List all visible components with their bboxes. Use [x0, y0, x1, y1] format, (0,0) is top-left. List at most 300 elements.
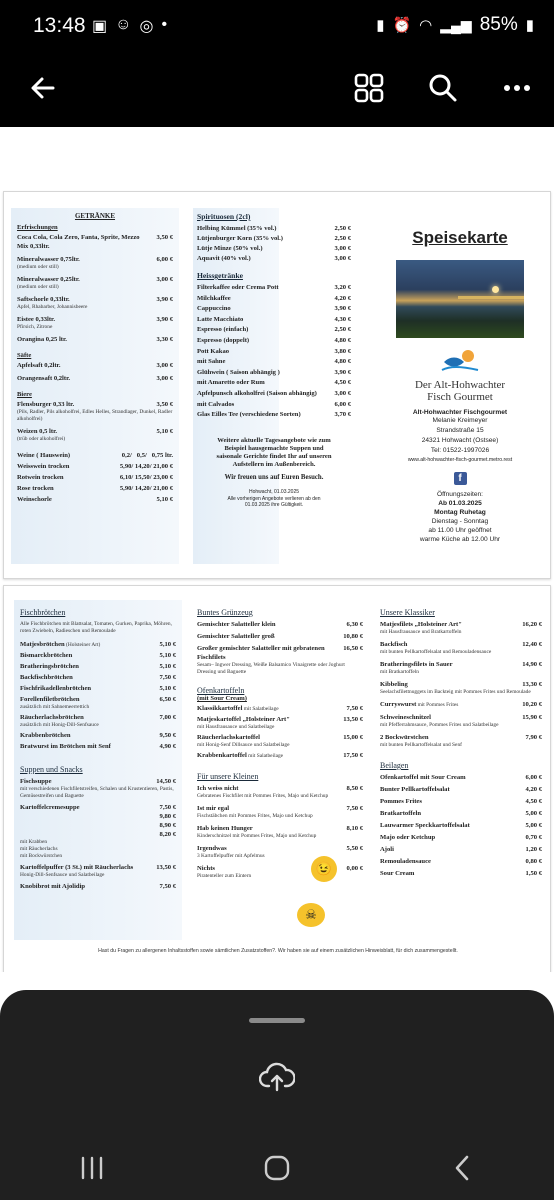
- menu-item-name: Räucherlachsbrötchen: [20, 714, 84, 721]
- menu-item-price: 7,50 €: [159, 883, 176, 890]
- menu-item-row: [20, 742, 176, 751]
- menu-page-2: [3, 585, 551, 973]
- menu-item-row: [17, 400, 173, 409]
- drinks-column: [11, 208, 179, 564]
- menu-item-price: 3,50 €: [156, 234, 173, 241]
- menu-item-row: [197, 632, 363, 641]
- menu-item: [197, 244, 351, 253]
- menu-item-name-wrap: [197, 620, 276, 629]
- menu-item-price: 16,20 €: [522, 621, 542, 628]
- menu-item-row: [380, 821, 542, 830]
- menu-item: [20, 863, 176, 879]
- menu-item: [197, 304, 351, 313]
- menu-item-row: [197, 325, 351, 334]
- menu-item-name-wrap: [197, 357, 225, 366]
- menu-item-name-wrap: [20, 673, 73, 682]
- menu-title: Speisekarte: [412, 228, 508, 247]
- menu-item-name-wrap: [197, 304, 231, 313]
- menu-item-row: [380, 833, 542, 842]
- menu-item: [197, 715, 363, 731]
- menu-item-description: Seelachsfilettnuggets im Backteig mit Pommes Frites und Remoulade: [380, 689, 531, 695]
- menu-item-row: [20, 684, 176, 693]
- date-text: Hohwacht, 01.03.2025: [248, 489, 300, 496]
- menu-item-price: 6,00 €: [156, 256, 173, 263]
- menu-item-name-wrap: [380, 700, 458, 709]
- menu-item-price: 3,00 €: [156, 375, 173, 382]
- drinks-section-title: Säfte: [17, 352, 32, 359]
- menu-item-name: Helbing Kümmel (35% vol.): [197, 225, 277, 232]
- menu-item-description: Pfirsich, Zitrone: [17, 324, 53, 330]
- menu-item: [197, 378, 351, 387]
- menu-item-row: [197, 244, 351, 253]
- drinks-section-items: [17, 361, 173, 383]
- menu-item-price: 3,70 €: [334, 411, 351, 419]
- menu-item-row: [197, 254, 351, 263]
- brand-line-2: Fisch Gourmet: [427, 391, 493, 403]
- menu-item: [17, 495, 173, 504]
- menu-item-description: Apfel, Rhabarber, Johannisbeere: [17, 304, 88, 310]
- menu-item-price: 13,50 €: [156, 864, 176, 871]
- menu-item: [380, 680, 542, 696]
- menu-item: [17, 484, 173, 493]
- menu-item-name: Lauwarmer Speckkartoffelsalat: [380, 822, 470, 829]
- hot-drinks-list: [197, 283, 351, 419]
- menu-item: [197, 336, 351, 345]
- menu-item-name-wrap: [380, 869, 414, 878]
- document-viewer[interactable]: [0, 127, 554, 972]
- city-address: 24321 Hohwacht (Ostsee): [421, 437, 499, 444]
- menu-item-name-wrap: [197, 389, 317, 398]
- menu-item-price: 15,90 €: [522, 714, 542, 721]
- menu-item-price: 5,10 €: [159, 641, 176, 648]
- menu-item-name: Matjesfilets „Holsteiner Art": [380, 621, 462, 628]
- menu-item: [197, 368, 351, 377]
- hours-title: Öffnungszeiten:: [436, 491, 484, 498]
- menu-item-name-wrap: [197, 254, 251, 263]
- menu-item-name: Mineralwasser 0,75ltr.: [17, 256, 80, 263]
- menu-item: [197, 294, 351, 303]
- menu-item-price: 2,50 €: [334, 235, 351, 242]
- menu-item: [197, 620, 363, 629]
- menu-item-name-wrap: [197, 234, 283, 243]
- menu-item: [17, 400, 173, 423]
- menu-item-name-wrap: [197, 410, 301, 419]
- wifi-icon: ◠: [419, 17, 433, 34]
- menu-item-price: 4,90 €: [159, 743, 176, 750]
- menu-item: [20, 651, 176, 660]
- menu-item-price: 3,00 €: [156, 276, 173, 283]
- menu-item: [20, 803, 176, 860]
- menu-item-description: Honig-Dill-Senfsauce und Salatbeilage: [20, 872, 105, 878]
- menu-item-name: Remouladensauce: [380, 858, 431, 865]
- menu-item-name: Bismarckbrötchen: [20, 652, 73, 659]
- sides-list: [380, 773, 542, 878]
- fish-sandwich-title: Fischbrötchen: [20, 608, 66, 617]
- soups-list: [20, 777, 176, 891]
- menu-item-name-wrap: [17, 462, 69, 471]
- menu-item-name: Orangina 0,25 ltr.: [17, 336, 67, 343]
- menu-item-row: [197, 864, 363, 873]
- phone-number: Tel: 01522-1997026: [430, 447, 490, 454]
- menu-item-name-wrap: [17, 451, 70, 460]
- menu-item-price: 9,50 €: [159, 732, 176, 739]
- menu-item: [197, 632, 363, 641]
- menu-item-name-wrap: [380, 620, 462, 629]
- menu-item-price: 0,70 €: [525, 834, 542, 841]
- menu-item-description: (medium oder still): [17, 284, 59, 290]
- menu-item-name: Ajoli: [380, 846, 394, 853]
- kids-title: Für unsere Kleinen: [197, 772, 259, 781]
- menu-item-name: Weisswein trocken: [17, 463, 70, 470]
- menu-item-price: 6,00 €: [525, 774, 542, 781]
- menu-item-description: zusätzlich mit Sahnemeerrettich: [20, 704, 90, 710]
- menu-item: [17, 233, 173, 251]
- menu-item-row: [20, 673, 176, 682]
- menu-item-row: [197, 378, 351, 387]
- menu-item-name: Kibbeling: [380, 681, 408, 688]
- menu-item: [380, 857, 542, 866]
- menu-item-price: 12,40 €: [522, 641, 542, 648]
- spirits-title: Spirituosen (2cl): [197, 212, 251, 221]
- menu-item-row: [197, 368, 351, 377]
- menu-item: [197, 325, 351, 334]
- menu-item-row: [197, 824, 363, 833]
- menu-item: [20, 731, 176, 740]
- menu-item-price: 4,30 €: [334, 315, 351, 323]
- bottom-area: [0, 972, 554, 1200]
- menu-item-name: Krabbenkartoffel: [197, 752, 247, 759]
- menu-item-name: Orangensaft 0,2ltr.: [17, 375, 71, 382]
- home-icon[interactable]: [257, 1155, 297, 1186]
- menu-item-row: [20, 863, 176, 872]
- menu-item-description: mit Bratkartoffeln: [380, 669, 419, 675]
- menu-item: [197, 644, 363, 676]
- menu-item-row: [17, 427, 173, 436]
- menu-item-row: [17, 495, 173, 504]
- image-icon: ▣: [92, 18, 108, 35]
- back-nav-icon[interactable]: [442, 1155, 482, 1186]
- menu-item-name-wrap: [380, 640, 407, 649]
- menu-item-name-wrap: [20, 651, 72, 660]
- menu-item-description: mit Hausfrausauce und Bratkartoffeln: [380, 629, 462, 635]
- menu-item-row: [380, 845, 542, 854]
- menu-item-row: [20, 640, 176, 649]
- menu-item: [17, 255, 173, 271]
- menu-item-name: Ich weiss nicht: [197, 785, 239, 792]
- menu-item-description: mit Krabben mit Räucherlachs mit Bockwürstchen: [20, 839, 63, 859]
- menu-item-row: [17, 335, 173, 344]
- menu-item-name-wrap: [17, 473, 64, 482]
- menu-item: [20, 777, 176, 800]
- menu-item: [17, 361, 173, 370]
- more-icon[interactable]: [497, 68, 537, 108]
- menu-item-price: 4,50 €: [334, 379, 351, 387]
- menu-item-row: [380, 857, 542, 866]
- fish-logo-icon: [375, 348, 545, 379]
- menu-item: [197, 234, 351, 243]
- menu-item: [197, 389, 351, 398]
- menu-item-name: Klassikkartoffel: [197, 705, 243, 712]
- menu-item-row: [380, 869, 542, 878]
- menu-item-price: 5,00 €: [525, 810, 542, 817]
- menu-item-row: [17, 315, 173, 324]
- drinks-section-items: [17, 400, 173, 443]
- menu-item: [17, 315, 173, 331]
- menu-item-name: Pommes Frites: [380, 798, 422, 805]
- menu-item: [197, 804, 363, 820]
- menu-item-name-wrap: [197, 733, 260, 742]
- menu-item-name-wrap: [380, 680, 408, 689]
- allergen-footer: Hast du Fragen zu allergenen Inhaltsstoffen sowie sämtlichen Zusatzstoffen?. Wir haben sie auf einem zusätzlichen Hinweisblatt, für dich zusammengestellt.: [98, 948, 458, 954]
- menu-item-price: 7,50 €: [159, 674, 176, 681]
- menu-item-row: [197, 704, 363, 713]
- menu-item: [17, 295, 173, 311]
- menu-item: [380, 700, 542, 709]
- menu-item-name-wrap: [380, 857, 431, 866]
- classics-column: [378, 600, 544, 940]
- spirits-column: [193, 208, 355, 564]
- menu-item-name: Glühwein ( Saison abhängig ): [197, 368, 280, 376]
- menu-item-name-wrap: [17, 427, 57, 436]
- menu-item-price: 4,50 €: [525, 798, 542, 805]
- menu-item-name: Majo oder Ketchup: [380, 834, 436, 841]
- menu-item-price: 7,00 €: [159, 714, 176, 721]
- menu-item-name: Gemischter Salatteller klein: [197, 621, 276, 628]
- menu-item-name: mit Calvados: [197, 400, 235, 408]
- menu-item-row: [197, 389, 351, 398]
- menu-item-name-wrap: [20, 662, 79, 671]
- wine-list: [17, 451, 173, 504]
- menu-item-description: mit bunten Pellkartoffelsalat und Remouladensauce: [380, 649, 492, 655]
- potatoes-list: [197, 704, 363, 760]
- menu-item-row: [197, 715, 363, 724]
- upload-cloud-icon[interactable]: [259, 1062, 295, 1097]
- menu-page-1: [3, 191, 551, 579]
- menu-item-name: Espresso (doppelt): [197, 336, 250, 344]
- menu-item-row: [380, 733, 542, 742]
- menu-item-row: [20, 731, 176, 740]
- menu-item-row: [380, 640, 542, 649]
- menu-item-price: 3,80 €: [334, 347, 351, 355]
- menu-item-name: Rotwein trocken: [17, 474, 64, 481]
- menu-item-description: mit Honig-Senf Dillsauce und Salatbeilage: [197, 742, 290, 748]
- pirate-emoji-icon: ☠: [297, 903, 325, 927]
- menu-item-name: Bunter Pellkartoffelsalat: [380, 786, 450, 793]
- drinks-sections: [17, 224, 173, 443]
- menu-item-name: Espresso (einfach): [197, 326, 249, 334]
- menu-item-price: 8,10 €: [346, 825, 363, 832]
- menu-item-name-wrap: [197, 704, 279, 713]
- menu-item-name: Weinschorle: [17, 496, 52, 503]
- menu-item-row: [20, 662, 176, 671]
- menu-item-name: Flensburger 0,33 ltr.: [17, 401, 75, 408]
- potatoes-subtitle: (mit Sour Cream): [197, 695, 247, 702]
- menu-item-row: [197, 733, 363, 742]
- menu-item-price: 5,10 €: [159, 663, 176, 670]
- classics-list: [380, 620, 542, 749]
- menu-item: [197, 704, 363, 713]
- menu-item-extra: mit Salatbeilage: [242, 706, 279, 712]
- wink-emoji-icon: 😉: [311, 856, 337, 882]
- menu-item-name-wrap: [380, 733, 429, 742]
- menu-item-name-wrap: [20, 640, 100, 649]
- menu-item-price: 3,90 €: [156, 296, 173, 303]
- menu-item-name: Cappuccino: [197, 305, 231, 313]
- menu-item-description: mit verschiedenen Fischfiletstreifen, Schalen und Krustentieren, Pastis, Gemüsestreifen und Baguette: [20, 786, 174, 799]
- menu-item-price: 1,50 €: [525, 870, 542, 877]
- menu-item-row: [197, 283, 351, 292]
- menu-item-name: Fischfrikadellenbrötchen: [20, 685, 92, 692]
- salads-list: [197, 620, 363, 676]
- menu-item-name-wrap: [20, 713, 84, 722]
- grid-icon[interactable]: [349, 68, 389, 108]
- menu-item-name: Sour Cream: [380, 870, 415, 877]
- menu-item-name: Bratkartoffeln: [380, 810, 422, 817]
- menu-item-name-wrap: [197, 336, 249, 345]
- menu-item: [380, 869, 542, 878]
- system-nav-bar: [0, 1140, 554, 1200]
- app-icon: ◎: [139, 18, 154, 35]
- menu-item-price: 7,90 €: [525, 734, 542, 741]
- recents-icon[interactable]: [72, 1156, 112, 1185]
- menu-item-row: [17, 295, 173, 304]
- menu-item-extra: mit Pommes Frites: [416, 702, 459, 708]
- menu-item-price: 4,80 €: [334, 336, 351, 344]
- menu-item-price: 0,00 €: [346, 865, 363, 872]
- menu-item-name-wrap: [197, 804, 229, 813]
- menu-item-price: 3,50 €: [156, 401, 173, 408]
- menu-item-name-wrap: [197, 844, 227, 853]
- menu-item-row: [197, 294, 351, 303]
- battery-icon: ▮: [525, 17, 534, 34]
- menu-item-row: [197, 410, 351, 419]
- search-icon[interactable]: [423, 68, 463, 108]
- menu-item-name-wrap: [197, 864, 215, 873]
- menu-item-row: [197, 784, 363, 793]
- menu-item: [380, 640, 542, 656]
- menu-item-name-wrap: [197, 751, 283, 760]
- menu-item-name-wrap: [20, 731, 71, 740]
- menu-item-name: Saftschorle 0,33ltr.: [17, 296, 70, 303]
- menu-item-row: [197, 844, 363, 853]
- menu-item-name-wrap: [17, 275, 80, 284]
- menu-item: [380, 773, 542, 782]
- menu-item-description: Sesam– Ingwer Dressing, Weiße Balsamico Vinaigrette oder Joghurt Dressing und Baguette: [197, 662, 345, 675]
- menu-item-price: 17,50 €: [343, 752, 363, 759]
- menu-item-name: Mineralwasser 0,25ltr.: [17, 276, 80, 283]
- menu-item-price: 4,20 €: [334, 294, 351, 302]
- menu-item: [197, 784, 363, 800]
- menu-item-name: Matjeskartoffel „Holsteiner Art": [197, 716, 290, 723]
- menu-item-price: 5,90/ 14,20/ 21,00 €: [119, 485, 173, 492]
- kids-list: [197, 784, 363, 880]
- bottom-sheet[interactable]: [0, 990, 554, 1200]
- menu-item-name-wrap: [197, 784, 238, 793]
- menu-item-price: 8,50 €: [346, 785, 363, 792]
- menu-item-description: Gebratenes Fischfilet mit Pommes Frites, Majo und Ketchup: [197, 793, 329, 799]
- signal-icon: ▂▄▆: [440, 16, 472, 33]
- hours-from: Ab 01.03.2025: [438, 500, 482, 507]
- menu-item-name: Krabbenbrötchen: [20, 732, 71, 739]
- menu-item-row: [197, 644, 363, 662]
- menu-item-row: [17, 451, 173, 460]
- menu-item-name-wrap: [17, 335, 67, 344]
- menu-item-row: [380, 660, 542, 669]
- menu-item-row: [380, 700, 542, 709]
- menu-item-row: [380, 620, 542, 629]
- status-bar: [0, 0, 554, 52]
- back-arrow-icon[interactable]: [23, 68, 63, 108]
- menu-item-price: 5,10 €: [156, 496, 173, 503]
- menu-item-name: Gemischter Salatteller groß: [197, 633, 275, 640]
- menu-item-name: Bratheringsbrötchen: [20, 663, 79, 670]
- menu-item-price: 4,80 €: [334, 358, 351, 366]
- brand-line-1: Der Alt-Hohwachter: [414, 379, 506, 391]
- menu-item-name: Kartoffelcremesuppe: [20, 804, 80, 811]
- menu-item-row: [20, 803, 176, 839]
- menu-item: [20, 713, 176, 729]
- menu-item-name: Räucherlachskartoffel: [197, 734, 260, 741]
- website-url: www.alt-hohwachter-fisch-gourmet.metro.rest: [407, 457, 513, 463]
- menu-item: [17, 451, 173, 460]
- menu-item-price: 5,10 €: [156, 428, 173, 435]
- menu-item-name: Schweineschnitzel: [380, 714, 431, 721]
- sheet-handle[interactable]: [249, 1018, 305, 1023]
- menu-item-price: 15,00 €: [343, 734, 363, 741]
- menu-item-name-wrap: [197, 632, 275, 641]
- menu-item-name: Weizen 0,5 ltr.: [17, 428, 58, 435]
- menu-item-name-wrap: [20, 863, 133, 872]
- menu-item-name-wrap: [17, 400, 74, 409]
- alarm-icon: ⏰: [392, 17, 412, 34]
- menu-item-name-wrap: [197, 325, 248, 334]
- menu-item-description: Piratenteller zum Eintern: [197, 873, 252, 879]
- menu-item-name: Eistee 0,33ltr.: [17, 316, 56, 323]
- menu-item-price: 3,90 €: [334, 305, 351, 313]
- cover-column: [375, 208, 545, 564]
- menu-item-description: (medium oder still): [17, 264, 59, 270]
- menu-item-price: 6,10/ 15,50/ 23,00 €: [119, 474, 173, 481]
- menu-item-price: 7,50 €: [346, 805, 363, 812]
- menu-item-row: [197, 804, 363, 813]
- menu-item: [17, 427, 173, 443]
- company-name: Alt-Hohwachter Fischgourmet: [412, 409, 508, 416]
- pier-photo: [396, 260, 524, 338]
- menu-item-name: Kartoffelpuffer (3 St.) mit Räucherlachs: [20, 864, 134, 871]
- menu-item-row: [380, 797, 542, 806]
- menu-item-price: 4,20 €: [525, 786, 542, 793]
- menu-item-price: 3,00 €: [334, 255, 351, 262]
- menu-item-name-wrap: [17, 361, 61, 370]
- menu-item-price: 0,2/ 0,5/ 0,75 ltr.: [121, 452, 173, 459]
- menu-item-name-wrap: [17, 233, 153, 251]
- menu-item: [380, 833, 542, 842]
- system-icons: [376, 14, 534, 36]
- fish-sandwich-list: [20, 640, 176, 751]
- sides-title: Beilagen: [380, 761, 409, 770]
- menu-item-description: (Pils, Radler, Pils alkoholfrei, Edles Helles, Strandlager, Dunkel, Radler alkoholfrei): [17, 409, 173, 422]
- menu-item-name-wrap: [17, 484, 54, 493]
- menu-item-name-wrap: [380, 845, 394, 854]
- menu-item-price: 14,90 €: [522, 661, 542, 668]
- menu-item-name: Aquavit (40% vol.): [197, 255, 251, 262]
- menu-item-description: 3 Kartoffelpuffer mit Apfelmus: [197, 853, 265, 859]
- menu-item: [380, 809, 542, 818]
- menu-item-price: 2,50 €: [334, 326, 351, 334]
- potatoes-title: Ofenkartoffeln: [197, 686, 245, 695]
- kitchen-time: warme Küche ab 12.00 Uhr: [419, 536, 501, 543]
- menu-item-row: [197, 347, 351, 356]
